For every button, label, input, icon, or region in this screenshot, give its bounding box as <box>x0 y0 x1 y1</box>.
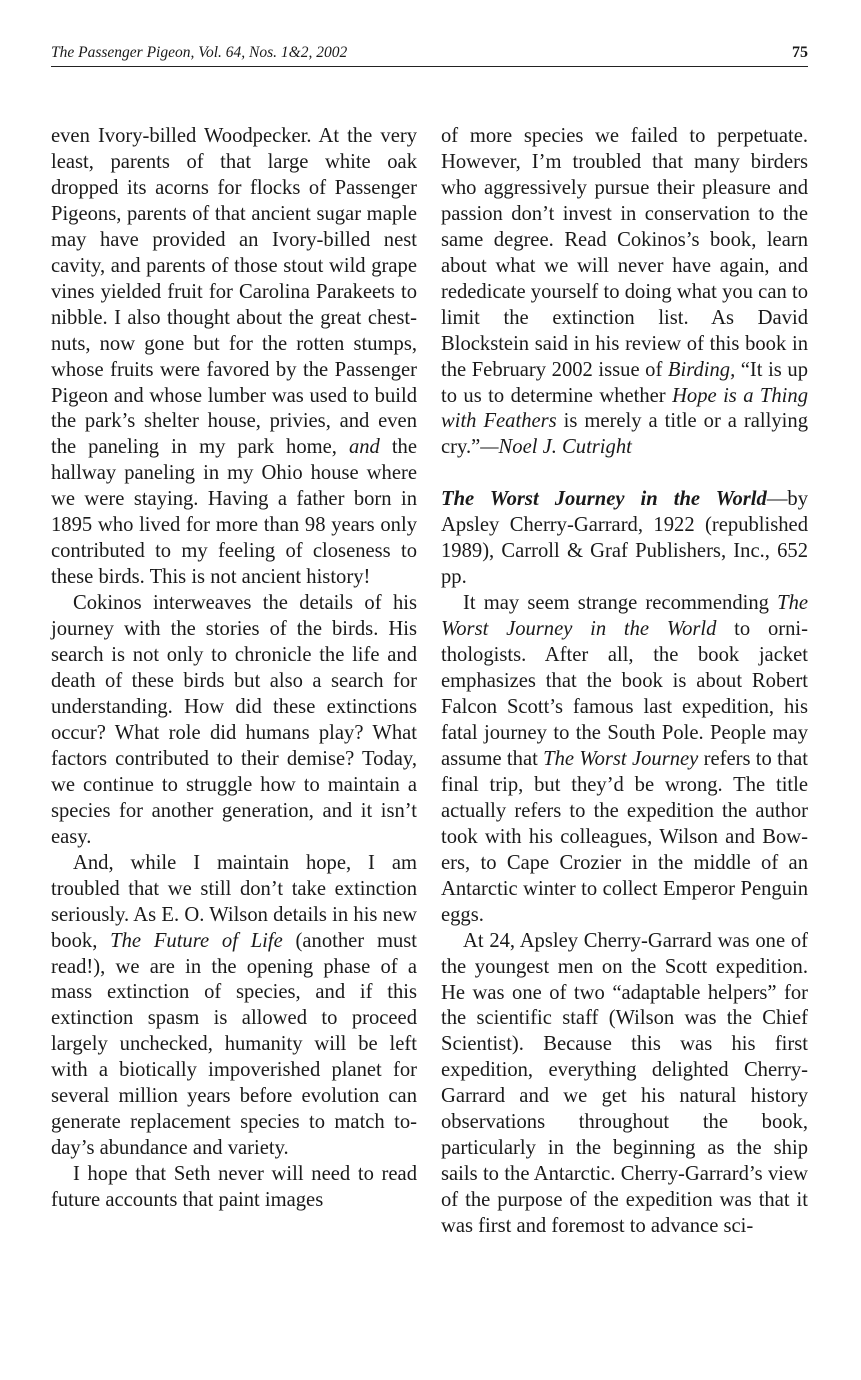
text-run: to ornithologists. After all, the book jacket emphasizes that the book is about Robert Falcon Scott’s famous last expedition, his fatal journey to the South Pole. People may assume that <box>441 618 808 770</box>
paragraph <box>51 124 417 591</box>
paragraph <box>441 124 808 461</box>
paragraph <box>441 591 808 928</box>
text-run: the hallway paneling in my Ohio house where we were staying. Having a father born in 1895 who lived for more than 98 years only contributed to my feeling of closeness to these birds. This is not ancient history! <box>51 436 417 589</box>
paragraph: I hope that Seth never will need to read future accounts that paint images <box>51 1163 417 1212</box>
running-header <box>51 44 808 67</box>
journal-citation: The Passenger Pigeon, Vol. 64, Nos. 1&2, 2002 <box>51 44 348 61</box>
text-run: (another must read!), we are in the opening phase of a mass extinction of species, and if this extinction spasm is allowed to proceed largely unchecked, humanity will be left with a biotically impoverished planet for several million years before evolution can generate replacement species to match today’s abundance and variety. <box>51 929 417 1160</box>
emphasis: and <box>348 436 380 459</box>
book-title: The Worst Journey <box>543 747 699 770</box>
magazine-title: Birding, <box>667 358 736 381</box>
book-title: The Future of Life <box>110 929 283 952</box>
text-run: refers to that final trip, but they’d be wrong. The title actually refers to the expedition the author took with his colleagues, Wilson and Bowers, to Cape Crozier in the middle of an Antarctic winter to collect Emperor Penguin eggs. <box>441 747 808 926</box>
paragraph <box>51 851 417 1162</box>
review-byline: —by Apsley Cherry-Garrard, 1922 (republished 1989), Carroll & Graf Publishers, Inc., 652 pp. <box>441 488 808 589</box>
paragraph: At 24, Apsley Cherry-Garrard was one of the youngest men on the Scott expedition. He was one of two “adaptable helpers” for the scientific staff (Wilson was the Chief Scientist). Because this was his first expedition, everything delighted Cherry-Garrard and we get his natural history observations throughout the book, particularly in the beginning as the ship sails to the Antarctic. Cherry-Garrard’s view of the purpose of the expedition was that it was first and foremost to advance sci- <box>441 929 808 1238</box>
right-column <box>441 124 808 1240</box>
reviewer-signature: —Noel J. Cutright <box>480 436 632 459</box>
text-run: “It is up to us to determine whether <box>441 358 808 407</box>
text-run: It may seem strange recommending <box>463 592 778 615</box>
left-column <box>51 124 417 1214</box>
text-run: even Ivory-billed Woodpecker. At the very least, parents of that large white oak dropped its acorns for flocks of Passenger Pigeons, parents of that ancient sugar maple may have provided an Ivory-billed nest cavity, and parents of those stout wild grape vines yielded fruit for Carolina Parakeets to nibble. I also thought about the great chestnuts, now gone but for the rotten stumps, whose fruits were favored by the Passenger Pigeon and whose lumber was used to build the park’s shelter house, privies, and even the paneling in my park home, <box>51 125 417 459</box>
text-run: is merely a title or a rallying cry.” <box>441 410 808 459</box>
book-title: Hope is a Thing with Feathers <box>441 384 808 433</box>
review-book-title: The Worst Journey in the World <box>441 488 767 511</box>
text-run: And, while I maintain hope, I am troubled that we still don’t take extinction seriously. As E. O. Wilson details in his new book, <box>51 851 417 952</box>
review-heading <box>441 487 808 591</box>
paragraph: Cokinos interweaves the details of his journey with the stories of the birds. His search is not only to chronicle the life and death of these birds but also a search for understanding. How did these extinctions occur? What role did humans play? What factors contributed to their demise? Today, we continue to struggle how to maintain a species for another generation, and it isn’t easy. <box>51 592 417 848</box>
page-number: 75 <box>792 44 808 61</box>
text-run: of more species we failed to perpetuate. However, I’m troubled that many birders who aggressively pursue their pleasure and passion don’t invest in conservation to the same degree. Read Cokinos’s book, learn about what we will never have again, and rededicate yourself to doing what you can to limit the extinction list. As David Blockstein said in his review of this book in the February 2002 issue of <box>441 125 808 381</box>
book-title: The Worst Journey in the World <box>441 592 808 641</box>
